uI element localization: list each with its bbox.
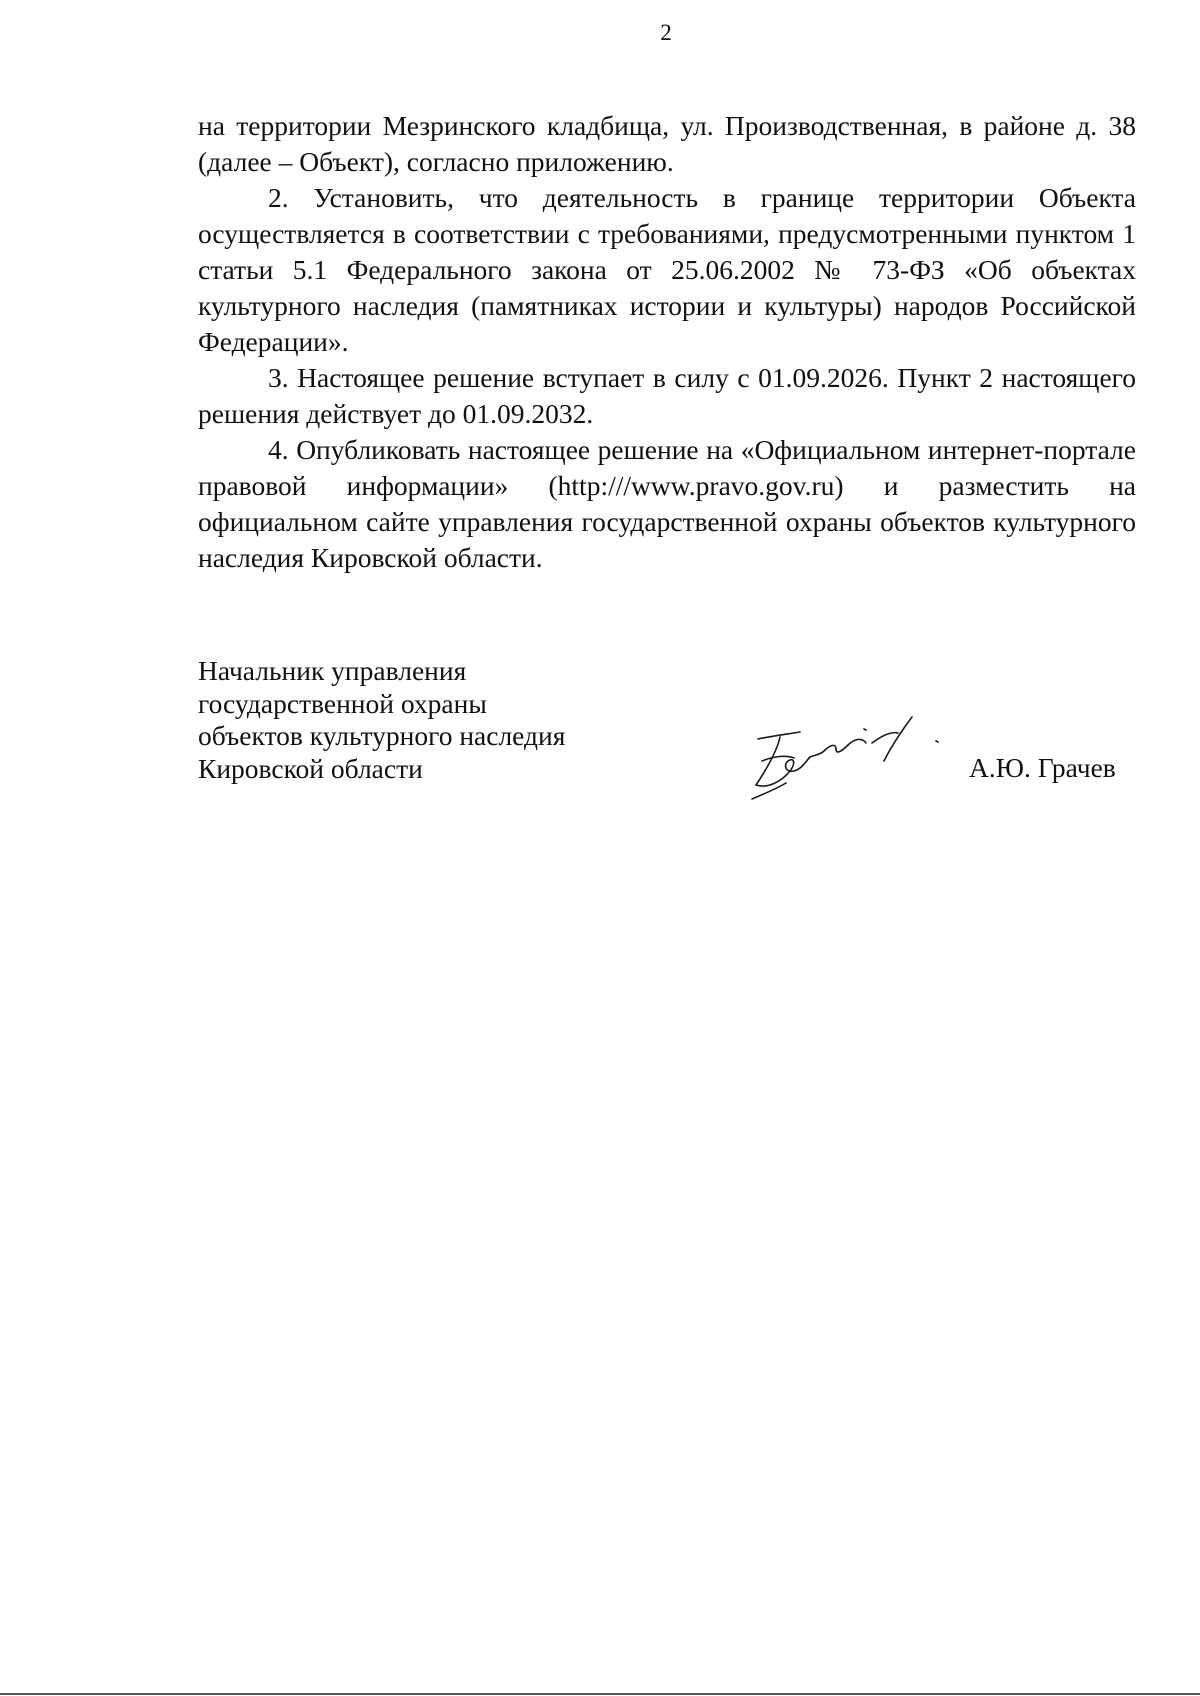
paragraph-item-2: 2. Установить, что деятельность в границе территории Объекта осуществляется в соответствии с требованиями, предусмотренными пунктом 1 статьи 5.1 Федерального закона от 25.06.2002 № 73-ФЗ «Об объектах культурного наследия (памятниках истории и культуры) народов Российской Федерации». xyxy=(198,182,1136,357)
handwritten-signature-icon xyxy=(750,715,945,805)
page-bottom-edge xyxy=(0,1693,1200,1695)
document-body xyxy=(198,108,1136,576)
page-number: 2 xyxy=(660,20,672,45)
paragraph-item-3: 3. Настоящее решение вступает в силу с 01.09.2026. Пункт 2 настоящего решения действует до 01.09.2032. xyxy=(198,362,1136,429)
signatory-position-line: объектов культурного наследия xyxy=(198,720,566,751)
signatory-position-line: Кировской области xyxy=(198,752,423,784)
signatory-position xyxy=(198,655,798,785)
paragraph-item-4: 4. Опубликовать настоящее решение на «Официальном интернет-портале правовой информации» (http:///www.pravo.gov.ru) и разместить на официальном сайте управления государственной охраны объектов культурного наследия Кировской области. xyxy=(198,434,1136,573)
paragraph-continuation: на территории Мезринского кладбища, ул. Производственная, в районе д. 38 (далее – Объект), согласно приложению. xyxy=(198,110,1136,177)
signatory-position-line: Начальник управления xyxy=(198,655,467,686)
signer-name: А.Ю. Грачев xyxy=(969,752,1116,783)
signatory-position-line: государственной охраны xyxy=(198,687,487,719)
